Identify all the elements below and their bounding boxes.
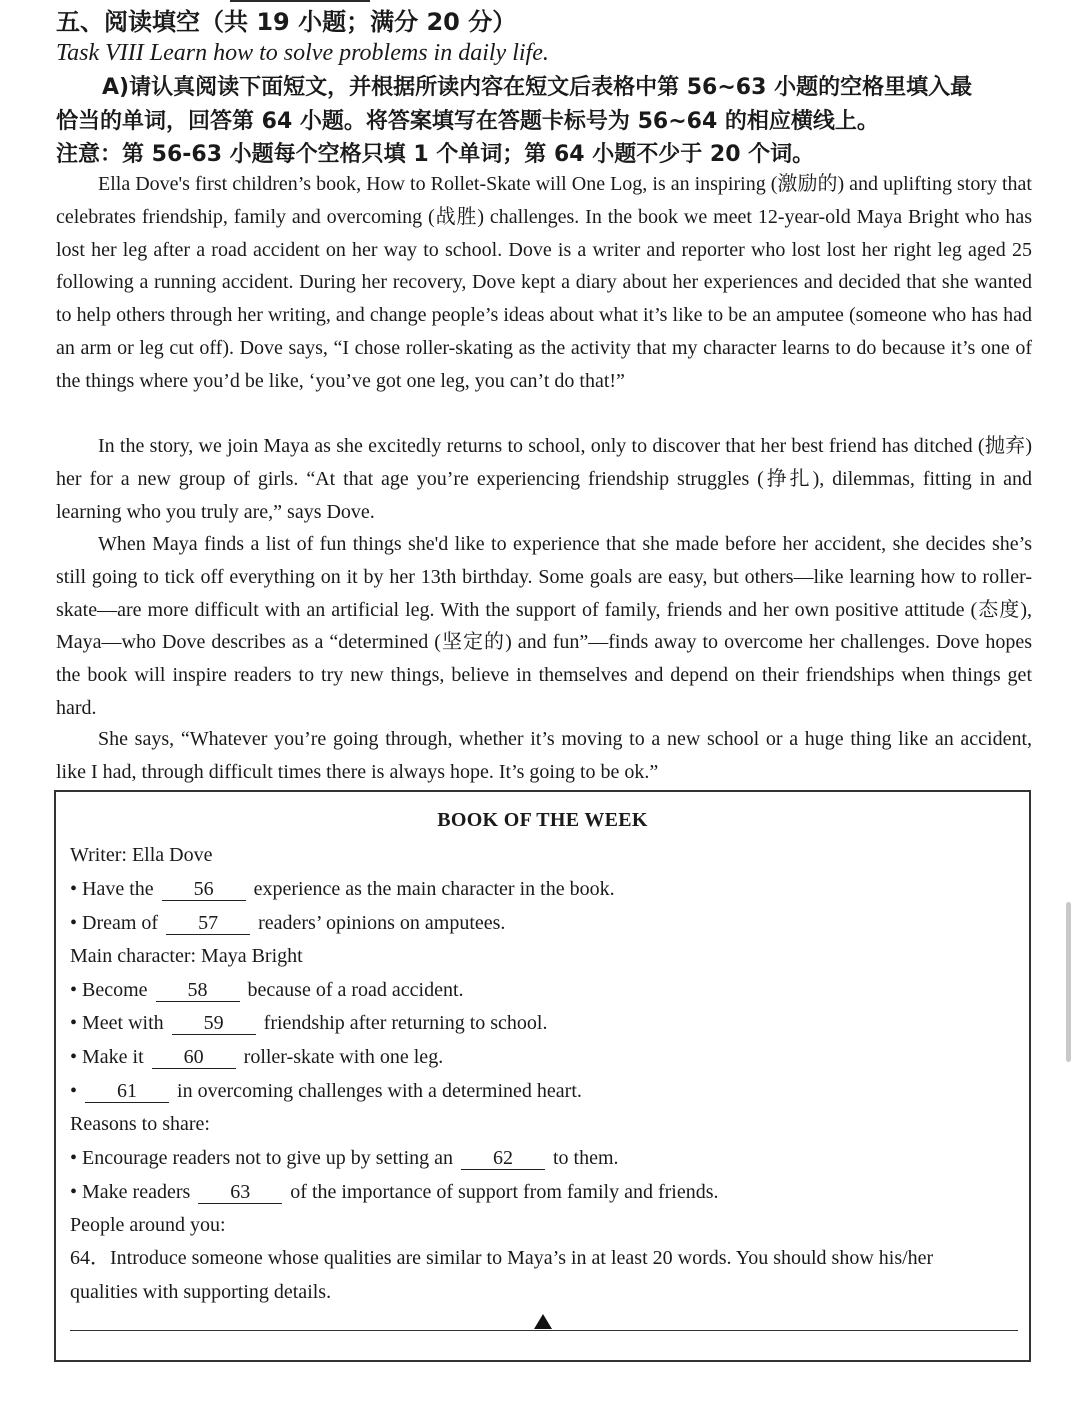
blank-row-56 <box>70 876 615 902</box>
row-text-post: roller-skate with one leg. <box>243 1046 444 1068</box>
reasons-label: Reasons to share: <box>70 1113 210 1135</box>
writer-label: Writer: Ella Dove <box>70 844 213 866</box>
section-heading: 五、阅读填空（共 19 小题；满分 20 分） <box>56 8 517 36</box>
row-text-pre: • Meet with <box>70 1012 164 1034</box>
blank-row-63 <box>70 1179 719 1205</box>
table-title: BOOK OF THE WEEK <box>437 809 648 831</box>
row-text-pre: • Dream of <box>70 912 159 934</box>
answer-line-64[interactable] <box>70 1330 1018 1331</box>
answer-blank-62[interactable]: 62 <box>461 1147 545 1170</box>
instruction-line-2: 恰当的单词，回答第 64 小题。将答案填写在答题卡标号为 56~64 的相应横线上。 <box>56 109 879 134</box>
book-of-the-week-table <box>54 790 1031 1362</box>
passage-paragraph-3: When Maya finds a list of fun things she'd like to experience that she made before her accident, she decides she’s still going to tick off everything on it by her 13th birthday. Some goals are easy, but others—like learning how to roller-skate—are more difficult with an artificial leg. With the support of family, friends and her own positive attitude (态度), Maya—who Dove describes as a “determined (坚定的) and fun”—finds away to overcome her challenges. Dove hopes the book will inspire readers to try new things, believe in themselves and depend on their friendships when things get hard. <box>56 533 1032 719</box>
instruction-line-3: 注意：第 56-63 小题每个空格只填 1 个单词；第 64 小题不少于 20 个词。 <box>56 142 815 167</box>
row-text-post: experience as the main character in the book. <box>253 878 615 900</box>
passage-paragraph-4: She says, “Whatever you’re going through, whether it’s moving to a new school or a huge thing like an accident, like I had, through difficult times there is always hope. It’s going to be ok.” <box>56 728 1032 783</box>
row-text-post: friendship after returning to school. <box>263 1012 548 1034</box>
row-text-post: to them. <box>553 1147 619 1169</box>
blank-row-58 <box>70 977 464 1003</box>
answer-blank-61[interactable]: 61 <box>85 1080 169 1103</box>
row-text-pre: • Make readers <box>70 1181 191 1203</box>
row-text-post: of the importance of support from family and friends. <box>290 1181 719 1203</box>
row-text-pre: • <box>70 1080 78 1102</box>
row-text-pre: • Have the <box>70 878 154 900</box>
answer-blank-63[interactable]: 63 <box>198 1181 282 1204</box>
scrollbar-thumb[interactable] <box>1066 902 1071 1062</box>
triangle-icon <box>534 1314 552 1329</box>
answer-blank-57[interactable]: 57 <box>166 912 250 935</box>
blank-row-59 <box>70 1010 547 1036</box>
answer-blank-56[interactable]: 56 <box>162 878 246 901</box>
main-character-label: Main character: Maya Bright <box>70 945 303 967</box>
passage-paragraph-2: In the story, we join Maya as she excitedly returns to school, only to discover that her best friend has ditched (抛弃) her for a new group of girls. “At that age you’re experiencing friendship struggles (挣扎), dilemmas, fitting in and learning who you truly are,” says Dove. <box>56 435 1032 523</box>
question-64-line-1: 64．Introduce someone whose qualities are similar to Maya’s in at least 20 words. You should show his/her <box>70 1247 934 1269</box>
blank-row-61 <box>70 1078 582 1104</box>
answer-blank-58[interactable]: 58 <box>156 979 240 1002</box>
row-text-pre: • Become <box>70 979 148 1001</box>
answer-blank-59[interactable]: 59 <box>172 1012 256 1035</box>
row-text-post: readers’ opinions on amputees. <box>258 912 506 934</box>
row-text-pre: • Make it <box>70 1046 144 1068</box>
row-text-post: in overcoming challenges with a determined heart. <box>177 1080 582 1102</box>
blank-row-60 <box>70 1044 443 1070</box>
answer-blank-60[interactable]: 60 <box>152 1046 236 1069</box>
people-around-label: People around you: <box>70 1214 226 1236</box>
blank-row-62 <box>70 1145 619 1171</box>
blank-row-57 <box>70 910 505 936</box>
instruction-line-1: A)请认真阅读下面短文，并根据所读内容在短文后表格中第 56~63 小题的空格里填入最 <box>102 75 973 100</box>
row-text-pre: • Encourage readers not to give up by setting an <box>70 1147 453 1169</box>
task-title: Task VIII Learn how to solve problems in daily life. <box>56 40 549 66</box>
passage-paragraph-1: Ella Dove's first children’s book, How to Rollet-Skate will One Log, is an inspiring (激励的) and uplifting story that celebrates friendship, family and overcoming (战胜) challenges. In the book we meet 12-year-old Maya Bright who has lost her leg after a road accident on her way to school. Dove is a writer and reporter who lost lost her right leg aged 25 following a running accident. During her recovery, Dove kept a diary about her experiences and decided that she wanted to help others through her writing, and change people’s ideas about what it’s like to be an amputee (someone who has had an arm or leg cut off). Dove says, “I chose roller-skating as the activity that my character learns to do because it’s one of the things where you’d be like, ‘you’ve got one leg, you can’t do that!” <box>56 173 1032 392</box>
row-text-post: because of a road accident. <box>247 979 464 1001</box>
question-64-line-2: qualities with supporting details. <box>70 1281 332 1303</box>
